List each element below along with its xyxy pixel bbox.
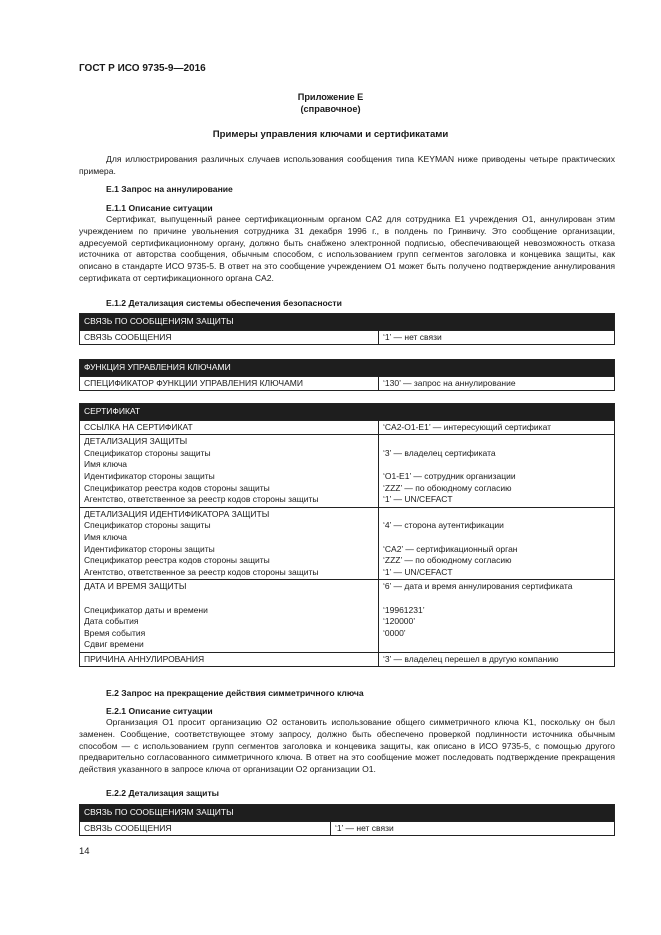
section-e1-1-heading: Е.1.1 Описание ситуации bbox=[106, 203, 213, 213]
cell-line: ‘CA2’ — сертификационный орган bbox=[383, 543, 518, 554]
table-header: СВЯЗЬ ПО СООБЩЕНИЯМ ЗАЩИТЫ bbox=[80, 805, 615, 822]
table-key-management-function bbox=[79, 359, 615, 391]
cell-line: ДЕТАЛИЗАЦИЯ ЗАЩИТЫ bbox=[84, 436, 188, 447]
table-row bbox=[80, 580, 615, 653]
cell-line: Идентификатор стороны защиты bbox=[84, 543, 215, 554]
cell-line bbox=[383, 593, 610, 605]
cell-line bbox=[84, 593, 374, 605]
cell-line: ССЫЛКА НА СЕРТИФИКАТ bbox=[84, 421, 193, 432]
cell-line: ‘3’ — владелец сертификата bbox=[383, 447, 496, 458]
cell-line: ‘6’ — дата и время аннулирования сертификата bbox=[383, 581, 573, 592]
cell-line: ‘1’ — UN/CEFACT bbox=[383, 566, 453, 577]
table-cell-value: ‘1’ — нет связи bbox=[331, 821, 615, 836]
cell-line: Идентификатор стороны защиты bbox=[84, 470, 215, 481]
appendix-heading: Примеры управления ключами и сертификатами bbox=[212, 129, 449, 140]
cell-line bbox=[383, 436, 610, 448]
table-row bbox=[80, 652, 615, 667]
table-header: СВЯЗЬ ПО СООБЩЕНИЯМ ЗАЩИТЫ bbox=[80, 314, 615, 331]
table-cell-label: СВЯЗЬ СООБЩЕНИЯ bbox=[80, 821, 331, 836]
page-number: 14 bbox=[79, 846, 90, 857]
cell-line: Спецификатор стороны защиты bbox=[84, 520, 211, 531]
table-security-link-2 bbox=[79, 804, 615, 836]
cell-line: Имя ключа bbox=[84, 459, 128, 470]
cell-line: Время события bbox=[84, 627, 146, 638]
table-row bbox=[80, 507, 615, 580]
section-e1-text: Сертификат, выпущенный ранее сертификационным органом CA2 для сотрудника E1 учреждения O1, аннулирован этим учреждением по причине увольнения сотрудника 31 декабря 1996 г., в полдень по Гринвичу. Это сообщение организации, адресуемой сертификационному органу, должно быть снабжено электронной подписью, обеспечивающей невозможность отказа источника от авторства сообщения, обычным способом, с использованием групп сегментов заголовка и концевика защиты, как описано в стандарте ИСО 9735-5. В ответ на это сообщение учреждением O1 может быть получено подтверждение аннулирования сертификата от сертификационного органа CA2. bbox=[79, 214, 615, 283]
section-e2-1-heading: Е.2.1 Описание ситуации bbox=[106, 706, 213, 716]
table-row bbox=[80, 435, 615, 508]
cell-line: ‘ZZZ’ — по обоюдному согласию bbox=[383, 482, 512, 493]
cell-line bbox=[383, 532, 610, 544]
cell-line: ‘3’ — владелец перешел в другую компанию bbox=[383, 653, 559, 664]
cell-line: Дата события bbox=[84, 616, 139, 627]
table-cell-value: ‘130’ — запрос на аннулирование bbox=[379, 376, 615, 391]
section-e2-text: Организация O1 просит организацию O2 остановить использование общего симметричного ключа K1, поскольку он был заменен. Сообщение, соответствующее этому запросу, должно быть обеспечено проверкой подлинности источника обычным способом — с использованием групп сегментов заголовка и концевика защиты, как описано в ИСО 9735-5, с помощью другого предварительно согласованного симметричного ключа. В ответ на это сообщение может последовать подтверждение прекращения действия указанного в запросе ключа от организации O2 организации O1. bbox=[79, 717, 615, 775]
cell-line: ‘120000’ bbox=[383, 616, 416, 627]
cell-line: ‘19961231’ bbox=[383, 604, 425, 615]
cell-line bbox=[383, 639, 610, 651]
cell-line: ‘CA2-O1-E1’ — интересующий сертификат bbox=[383, 421, 552, 432]
document-title: ГОСТ Р ИСО 9735-9—2016 bbox=[79, 63, 206, 74]
section-e2-heading: Е.2 Запрос на прекращение действия симметричного ключа bbox=[106, 688, 364, 698]
section-e1-heading: Е.1 Запрос на аннулирование bbox=[106, 184, 233, 194]
cell-line: ‘1’ — UN/CEFACT bbox=[383, 494, 453, 505]
cell-line bbox=[383, 459, 610, 471]
cell-line: Агентство, ответственное за реестр кодов стороны защиты bbox=[84, 566, 319, 577]
cell-line: Спецификатор даты и времени bbox=[84, 604, 208, 615]
table-cell-label: СВЯЗЬ СООБЩЕНИЯ bbox=[80, 330, 379, 345]
cell-line: Агентство, ответственное за реестр кодов стороны защиты bbox=[84, 494, 319, 505]
cell-line: ‘O1-E1’ — сотрудник организации bbox=[383, 470, 516, 481]
cell-line: Спецификатор реестра кодов стороны защиты bbox=[84, 482, 270, 493]
table-row bbox=[80, 420, 615, 435]
table-cell-label: СПЕЦИФИКАТОР ФУНКЦИИ УПРАВЛЕНИЯ КЛЮЧАМИ bbox=[80, 376, 379, 391]
intro-paragraph: Для иллюстрирования различных случаев использования сообщения типа KEYMAN ниже приводены четыре практических примера. bbox=[79, 154, 615, 176]
table-row bbox=[80, 376, 615, 391]
table-row bbox=[80, 330, 615, 345]
table-header: ФУНКЦИЯ УПРАВЛЕНИЯ КЛЮЧАМИ bbox=[80, 360, 615, 377]
table-header: СЕРТИФИКАТ bbox=[80, 404, 615, 421]
cell-line: ‘0000’ bbox=[383, 627, 406, 638]
table-cell-value: ‘1’ — нет связи bbox=[379, 330, 615, 345]
cell-line bbox=[383, 509, 610, 521]
cell-line: Имя ключа bbox=[84, 531, 128, 542]
table-row bbox=[80, 821, 615, 836]
table-certificate bbox=[79, 403, 615, 667]
cell-line: Спецификатор стороны защиты bbox=[84, 447, 211, 458]
cell-line: Спецификатор реестра кодов стороны защиты bbox=[84, 555, 270, 566]
cell-line: ‘4’ — сторона аутентификации bbox=[383, 520, 504, 531]
section-e1-2-heading: Е.1.2 Детализация системы обеспечения безопасности bbox=[106, 298, 342, 308]
cell-line: ПРИЧИНА АННУЛИРОВАНИЯ bbox=[84, 653, 205, 664]
section-e2-2-heading: Е.2.2 Детализация защиты bbox=[106, 788, 220, 798]
cell-line: ‘ZZZ’ — по обоюдному согласию bbox=[383, 555, 512, 566]
appendix-subtitle: (справочное) bbox=[300, 104, 361, 114]
table-security-link bbox=[79, 313, 615, 345]
cell-line: ДЕТАЛИЗАЦИЯ ИДЕНТИФИКАТОРА ЗАЩИТЫ bbox=[84, 508, 270, 519]
appendix-title: Приложение Е bbox=[297, 92, 364, 102]
cell-line: ДАТА И ВРЕМЯ ЗАЩИТЫ bbox=[84, 581, 187, 592]
cell-line: Сдвиг времени bbox=[84, 639, 144, 650]
